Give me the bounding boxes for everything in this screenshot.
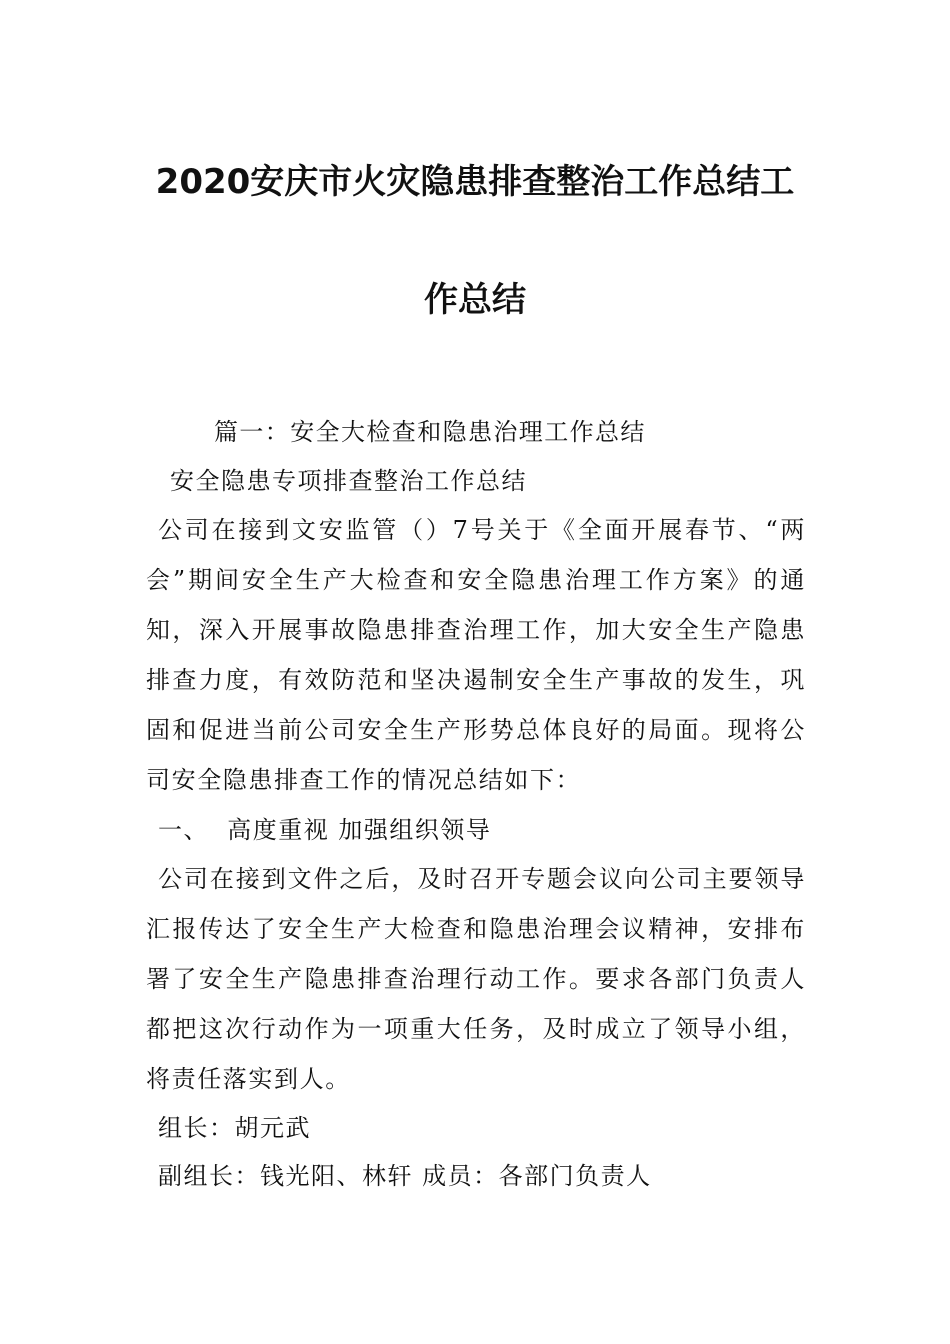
item-heading-1: 一、 高度重视 加强组织领导 [158,816,492,844]
document-title-line1: 2020安庆市火灾隐患排查整治工作总结工 [155,162,795,202]
leader-line: 组长：胡元武 [158,1114,311,1142]
deputy-members-line: 副组长：钱光阳、林轩 成员：各部门负责人 [158,1162,652,1190]
subheading: 安全隐患专项排查整治工作总结 [170,467,527,495]
section-heading: 篇一：安全大检查和隐患治理工作总结 [214,418,646,446]
paragraph-intro: 公司在接到文安监管（）7号关于《全面开展春节、“两会”期间安全生产大检查和安全隐患治理工作方案》的通知，深入开展事故隐患排查治理工作，加大安全生产隐患排查力度，有效防范和坚决遏制安全生产事故的发生，巩固和促进当前公司安全生产形势总体良好的局面。现将公司安全隐患排查工作的情况总结如下： [146,516,806,794]
paragraph-body: 公司在接到文件之后，及时召开专题会议向公司主要领导汇报传达了安全生产大检查和隐患治理会议精神，安排布署了安全生产隐患排查治理行动工作。要求各部门负责人都把这次行动作为一项重大任务，及时成立了领导小组，将责任落实到人。 [146,865,806,1093]
document-title-line2: 作总结 [424,280,526,320]
